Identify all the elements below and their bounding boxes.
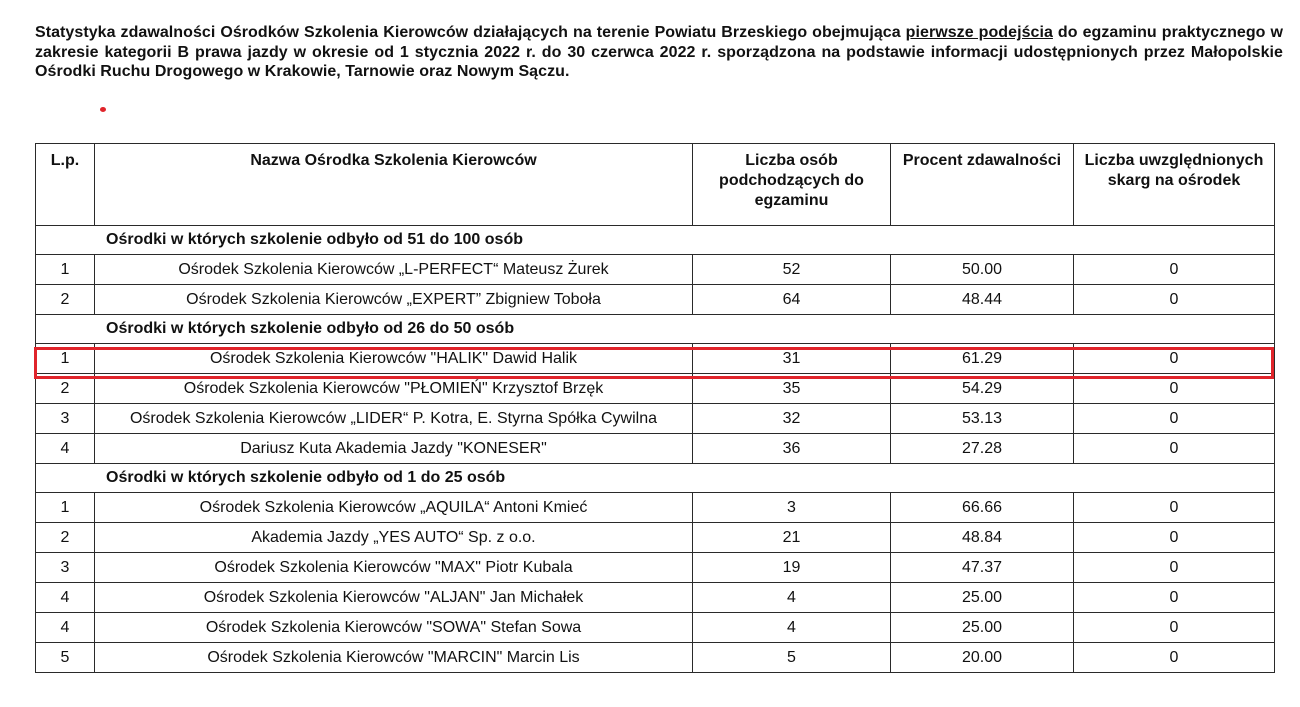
table-row	[36, 523, 1275, 553]
section-row	[36, 464, 1275, 493]
cell-lp: 2	[36, 285, 95, 315]
table-header-row	[36, 144, 1275, 226]
cell-count: 21	[693, 523, 891, 553]
table-row	[36, 255, 1275, 285]
cell-name: Ośrodek Szkolenia Kierowców "SOWA" Stefan Sowa	[95, 613, 693, 643]
cell-lp: 4	[36, 583, 95, 613]
cell-complaints: 0	[1074, 404, 1275, 434]
cell-name: Dariusz Kuta Akademia Jazdy "KONESER"	[95, 434, 693, 464]
table-row	[36, 553, 1275, 583]
header-percent: Procent zdawalności	[891, 144, 1074, 226]
statistics-table	[35, 143, 1275, 673]
cell-complaints: 0	[1074, 493, 1275, 523]
header-complaints: Liczba uwzględnionych skarg na ośrodek	[1074, 144, 1275, 226]
cell-lp: 5	[36, 643, 95, 673]
cell-percent: 48.84	[891, 523, 1074, 553]
cell-count: 4	[693, 613, 891, 643]
table-body	[36, 226, 1275, 673]
cell-percent: 66.66	[891, 493, 1074, 523]
cell-name: Akademia Jazdy „YES AUTO“ Sp. z o.o.	[95, 523, 693, 553]
cell-percent: 61.29	[891, 344, 1074, 374]
cell-name: Ośrodek Szkolenia Kierowców "MAX" Piotr Kubala	[95, 553, 693, 583]
cell-lp: 2	[36, 523, 95, 553]
cell-complaints: 0	[1074, 344, 1275, 374]
table-row	[36, 344, 1275, 374]
table-row	[36, 434, 1275, 464]
cell-count: 4	[693, 583, 891, 613]
cell-lp: 4	[36, 434, 95, 464]
table-row	[36, 374, 1275, 404]
header-count: Liczba osób podchodzących do egzaminu	[693, 144, 891, 226]
cell-percent: 50.00	[891, 255, 1074, 285]
cell-name: Ośrodek Szkolenia Kierowców "PŁOMIEŃ" Krzysztof Brzęk	[95, 374, 693, 404]
cell-complaints: 0	[1074, 255, 1275, 285]
header-name: Nazwa Ośrodka Szkolenia Kierowców	[95, 144, 693, 226]
cell-lp: 3	[36, 553, 95, 583]
cell-percent: 48.44	[891, 285, 1074, 315]
document-intro	[35, 23, 1283, 82]
cell-lp: 4	[36, 613, 95, 643]
cell-name: Ośrodek Szkolenia Kierowców "MARCIN" Marcin Lis	[95, 643, 693, 673]
table-row	[36, 285, 1275, 315]
cell-count: 32	[693, 404, 891, 434]
cell-count: 52	[693, 255, 891, 285]
section-title: Ośrodki w których szkolenie odbyło od 26 do 50 osób	[36, 315, 1275, 344]
section-title: Ośrodki w których szkolenie odbyło od 51 do 100 osób	[36, 226, 1275, 255]
cell-name: Ośrodek Szkolenia Kierowców „L-PERFECT“ Mateusz Żurek	[95, 255, 693, 285]
cell-lp: 1	[36, 255, 95, 285]
cell-complaints: 0	[1074, 434, 1275, 464]
cell-name: Ośrodek Szkolenia Kierowców "HALIK" Dawid Halik	[95, 344, 693, 374]
cell-name: Ośrodek Szkolenia Kierowców „LIDER“ P. Kotra, E. Styrna Spółka Cywilna	[95, 404, 693, 434]
cell-percent: 54.29	[891, 374, 1074, 404]
table-row	[36, 583, 1275, 613]
cell-complaints: 0	[1074, 583, 1275, 613]
cell-count: 5	[693, 643, 891, 673]
cell-complaints: 0	[1074, 523, 1275, 553]
cell-percent: 25.00	[891, 613, 1074, 643]
cell-complaints: 0	[1074, 285, 1275, 315]
table-row	[36, 404, 1275, 434]
cell-count: 3	[693, 493, 891, 523]
cell-name: Ośrodek Szkolenia Kierowców „EXPERT” Zbigniew Toboła	[95, 285, 693, 315]
cell-name: Ośrodek Szkolenia Kierowców "ALJAN" Jan Michałek	[95, 583, 693, 613]
header-lp: L.p.	[36, 144, 95, 226]
cell-complaints: 0	[1074, 643, 1275, 673]
table-row	[36, 493, 1275, 523]
cell-percent: 27.28	[891, 434, 1074, 464]
red-dot-mark	[100, 107, 106, 112]
cell-lp: 1	[36, 493, 95, 523]
cell-lp: 3	[36, 404, 95, 434]
cell-count: 36	[693, 434, 891, 464]
cell-lp: 1	[36, 344, 95, 374]
cell-complaints: 0	[1074, 374, 1275, 404]
cell-percent: 47.37	[891, 553, 1074, 583]
intro-text-part1: Statystyka zdawalności Ośrodków Szkolenia Kierowców działających na terenie Powiatu Brzeskiego obejmująca	[35, 24, 906, 41]
intro-text-underlined: pierwsze podejścia	[905, 24, 1053, 41]
cell-percent: 20.00	[891, 643, 1074, 673]
cell-count: 64	[693, 285, 891, 315]
cell-count: 31	[693, 344, 891, 374]
cell-percent: 25.00	[891, 583, 1074, 613]
cell-name: Ośrodek Szkolenia Kierowców „AQUILA“ Antoni Kmieć	[95, 493, 693, 523]
cell-complaints: 0	[1074, 613, 1275, 643]
cell-lp: 2	[36, 374, 95, 404]
intro-text-part2: do egzaminu praktycznego w zakresie kategorii B prawa jazdy w okresie od 1 stycznia 2022 r. do 30 czerwca 2022 r. sporządzona na podstawie informacji udostępnionych przez Małopolskie Ośrodki Ruchu Drogowego w Krakowie, Tarnowie oraz Nowym Sączu.	[35, 24, 1283, 80]
cell-percent: 53.13	[891, 404, 1074, 434]
table-row	[36, 643, 1275, 673]
cell-complaints: 0	[1074, 553, 1275, 583]
section-row	[36, 315, 1275, 344]
cell-count: 35	[693, 374, 891, 404]
section-title: Ośrodki w których szkolenie odbyło od 1 do 25 osób	[36, 464, 1275, 493]
table-row	[36, 613, 1275, 643]
section-row	[36, 226, 1275, 255]
cell-count: 19	[693, 553, 891, 583]
